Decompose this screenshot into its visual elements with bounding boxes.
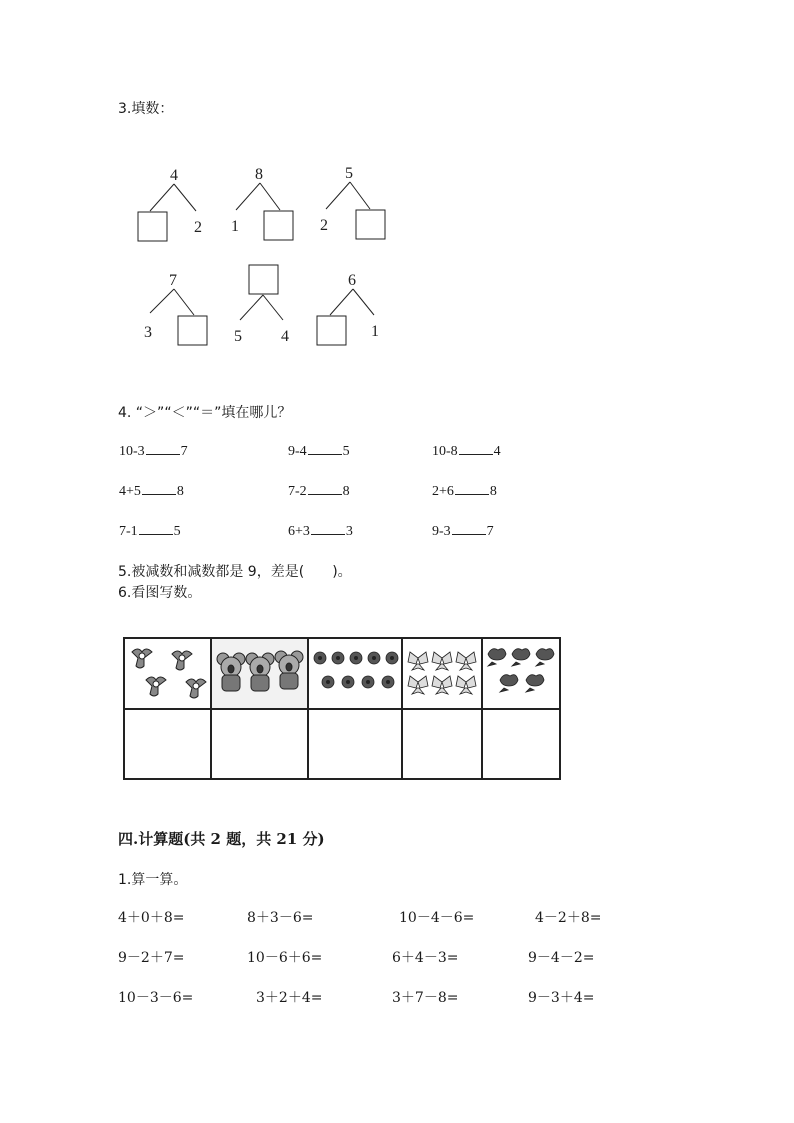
compare-right: 8 bbox=[176, 484, 184, 499]
compare-left: 7-2 bbox=[288, 484, 307, 499]
compare-right: 3 bbox=[345, 524, 353, 539]
compare-item bbox=[432, 442, 501, 460]
compare-left: 9-4 bbox=[288, 444, 307, 459]
compare-left: 7-1 bbox=[119, 524, 138, 539]
calc-expression: 3＋2＋4= bbox=[256, 990, 323, 1006]
bond-1-left-box[interactable] bbox=[138, 212, 167, 241]
picture-cell-angels bbox=[124, 638, 211, 709]
bond-5-left: 5 bbox=[234, 328, 242, 345]
number-bond-3 bbox=[320, 165, 385, 239]
compare-right: 8 bbox=[489, 484, 497, 499]
angel-doll-icon bbox=[126, 642, 210, 702]
q6-title: 6.看图写数。 bbox=[118, 585, 202, 601]
calc-expression: 9－2＋7= bbox=[118, 950, 185, 966]
bond-4-right-box[interactable] bbox=[178, 316, 207, 345]
compare-item bbox=[432, 482, 497, 500]
answer-cell-butterflies[interactable] bbox=[402, 709, 482, 779]
answer-blank[interactable] bbox=[142, 482, 176, 495]
calc-expression: 10－3－6= bbox=[118, 990, 194, 1006]
compare-right: 7 bbox=[180, 444, 188, 459]
answer-blank[interactable] bbox=[452, 522, 486, 535]
calc-expression: 10－6＋6= bbox=[247, 950, 323, 966]
bond-2-top: 8 bbox=[255, 166, 263, 183]
compare-right: 8 bbox=[342, 484, 350, 499]
rose-icon bbox=[484, 644, 558, 700]
number-bond-2 bbox=[231, 166, 293, 240]
compare-left: 9-3 bbox=[432, 524, 451, 539]
compare-right: 7 bbox=[486, 524, 494, 539]
calc-expression: 3＋7－8= bbox=[392, 990, 459, 1006]
answer-cell-koalas[interactable] bbox=[211, 709, 308, 779]
compare-right: 4 bbox=[493, 444, 501, 459]
sunflower-icon bbox=[310, 646, 400, 698]
q5-after: )。 bbox=[332, 564, 352, 580]
bond-3-left: 2 bbox=[320, 217, 328, 234]
calc-expression: 6＋4－3= bbox=[392, 950, 459, 966]
bond-2-left: 1 bbox=[231, 218, 239, 235]
bond-6-left-box[interactable] bbox=[317, 316, 346, 345]
answer-blank[interactable] bbox=[308, 442, 342, 455]
q5-before: 5.被减数和减数都是 9，差是( bbox=[118, 564, 305, 580]
bond-3-top: 5 bbox=[345, 165, 353, 182]
number-bond-5 bbox=[234, 265, 289, 345]
calc-expression: 4－2＋8= bbox=[535, 910, 602, 926]
bond-1-right: 2 bbox=[194, 219, 202, 236]
bond-4-top: 7 bbox=[169, 272, 177, 289]
compare-item bbox=[119, 482, 184, 500]
bond-3-right-box[interactable] bbox=[356, 210, 385, 239]
q3-title: 3.填数： bbox=[118, 101, 174, 117]
compare-left: 2+6 bbox=[432, 484, 454, 499]
q4-title: 4. “＞”“＜”“＝”填在哪儿？ bbox=[118, 405, 292, 421]
calc-expression: 9－3＋4= bbox=[528, 990, 595, 1006]
picture-cell-sunflowers bbox=[308, 638, 402, 709]
koala-icon bbox=[213, 647, 307, 697]
answer-blank[interactable] bbox=[146, 442, 180, 455]
answer-cell-angels[interactable] bbox=[124, 709, 211, 779]
compare-item bbox=[432, 522, 494, 540]
answer-cell-sunflowers[interactable] bbox=[308, 709, 402, 779]
number-bond-4 bbox=[144, 272, 207, 345]
number-bond-6 bbox=[317, 272, 379, 345]
calc-expression: 4＋0＋8= bbox=[118, 910, 185, 926]
bond-5-top-box[interactable] bbox=[249, 265, 278, 294]
compare-right: 5 bbox=[173, 524, 181, 539]
compare-item bbox=[119, 522, 181, 540]
number-bond-1 bbox=[138, 167, 202, 241]
calc-expression: 9－4－2= bbox=[528, 950, 595, 966]
calc-expression: 10－4－6= bbox=[399, 910, 475, 926]
bond-5-right: 4 bbox=[281, 328, 289, 345]
bond-6-top: 6 bbox=[348, 272, 356, 289]
bond-4-left: 3 bbox=[144, 324, 152, 341]
calc-title: 1.算一算。 bbox=[118, 872, 188, 888]
answer-blank[interactable] bbox=[459, 442, 493, 455]
answer-blank[interactable] bbox=[455, 482, 489, 495]
bond-2-right-box[interactable] bbox=[264, 211, 293, 240]
compare-item bbox=[288, 442, 350, 460]
compare-right: 5 bbox=[342, 444, 350, 459]
compare-left: 10-3 bbox=[119, 444, 145, 459]
picture-cell-koalas bbox=[211, 638, 308, 709]
bond-6-right: 1 bbox=[371, 323, 379, 340]
section-heading: 四.计算题(共 2 题，共 21 分) bbox=[118, 830, 325, 848]
answer-blank[interactable] bbox=[311, 522, 345, 535]
compare-left: 4+5 bbox=[119, 484, 141, 499]
picture-count-table bbox=[123, 637, 561, 780]
picture-cell-butterflies bbox=[402, 638, 482, 709]
number-bond-diagram bbox=[120, 155, 410, 355]
compare-left: 10-8 bbox=[432, 444, 458, 459]
compare-left: 6+3 bbox=[288, 524, 310, 539]
answer-blank[interactable] bbox=[139, 522, 173, 535]
answer-blank[interactable] bbox=[308, 482, 342, 495]
calc-expression: 8＋3－6= bbox=[247, 910, 314, 926]
compare-item bbox=[288, 482, 350, 500]
compare-item bbox=[119, 442, 188, 460]
butterfly-icon bbox=[404, 646, 480, 698]
answer-cell-roses[interactable] bbox=[482, 709, 560, 779]
bond-1-top: 4 bbox=[170, 167, 178, 184]
compare-item bbox=[288, 522, 353, 540]
q5-text bbox=[118, 561, 352, 581]
picture-cell-roses bbox=[482, 638, 560, 709]
